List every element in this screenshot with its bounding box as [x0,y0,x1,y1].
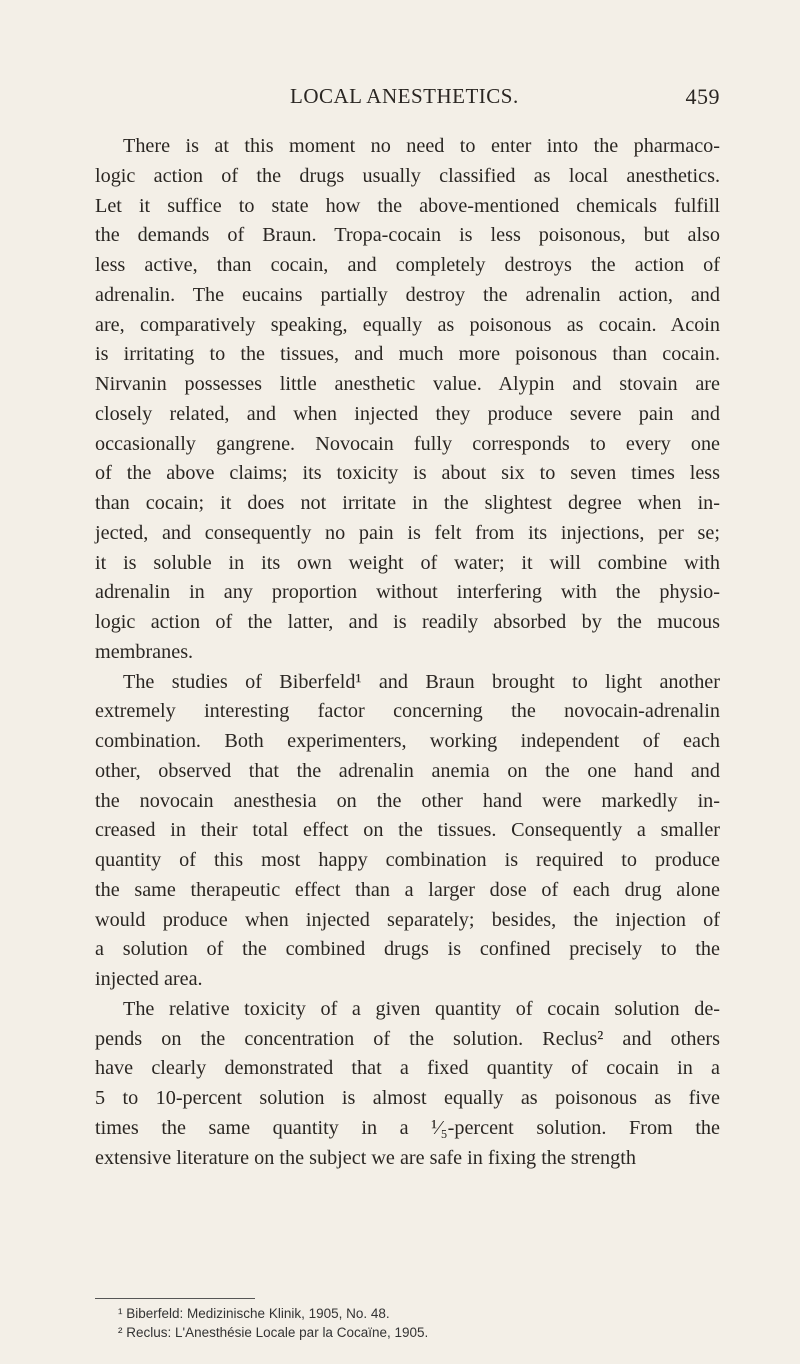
footnote: ² Reclus: L'Anesthésie Locale par la Cocaïne, 1905. [118,1325,429,1340]
text-line: The relative toxicity of a given quantity of cocain solution de- [123,997,720,1020]
text-line: have clearly demonstrated that a fixed quantity of cocain in a [95,1057,720,1080]
footnote-divider [95,1298,255,1299]
text-line: logic action of the latter, and is readily absorbed by the mucous [95,611,720,633]
page-number: 459 [685,84,720,109]
text-line: membranes. [95,640,194,663]
text-line: occasionally gangrene. Novocain fully corresponds to every one [95,432,720,455]
text-line: jected, and consequently no pain is felt from its injections, per se; [95,521,720,544]
text-line: the novocain anesthesia on the other hand were markedly in- [95,789,720,812]
text-line: combination. Both experimenters, working independent of each [95,730,720,752]
text-line: of the above claims; its toxicity is about six to seven times less [95,462,720,485]
text-line: creased in their total effect on the tissues. Consequently a smaller [95,819,720,842]
text-line: the same therapeutic effect than a larger dose of each drug alone [95,878,720,901]
text-line: injected area. [95,968,203,990]
text-line: would produce when injected separately; besides, the injection of [95,908,720,931]
paragraph [95,995,720,1174]
text-line: than cocain; it does not irritate in the slightest degree when in- [95,492,720,514]
text-line: The studies of Biberfeld¹ and Braun brought to light another [123,670,720,693]
text-line: closely related, and when injected they produce severe pain and [95,402,720,425]
text-line: it is soluble in its own weight of water; it will combine with [95,551,720,574]
text-line: extensive literature on the subject we are safe in fixing the strength [95,1146,636,1169]
text-line: quantity of this most happy combination is required to produce [95,849,720,871]
running-title: LOCAL ANESTHETICS. [290,84,519,108]
text-line: less active, than cocain, and completely destroys the action of [95,254,720,276]
text-line: adrenalin in any proportion without interfering with the physio- [95,581,720,604]
footnote: ¹ Biberfeld: Medizinische Klinik, 1905, No. 48. [118,1306,390,1321]
text-line: There is at this moment no need to enter into the pharmaco- [123,135,720,157]
text-line: other, observed that the adrenalin anemia on the one hand and [95,759,720,782]
text-line: a solution of the combined drugs is confined precisely to the [95,938,720,961]
page-header [290,84,720,114]
text-line: times the same quantity in a ¹⁄₅-percent solution. From the [95,1116,720,1139]
text-line: 5 to 10-percent solution is almost equally as poisonous as five [95,1087,720,1109]
text-line: are, comparatively speaking, equally as poisonous as cocain. Acoin [95,313,720,336]
text-line: pends on the concentration of the solution. Reclus² and others [95,1027,720,1050]
text-line: logic action of the drugs usually classified as local anesthetics. [95,164,720,187]
body-text [95,132,720,1173]
text-line: Nirvanin possesses little anesthetic value. Alypin and stovain are [95,373,720,395]
text-line: Let it suffice to state how the above-mentioned chemicals fulfill [95,194,720,217]
text-line: is irritating to the tissues, and much more poisonous than cocain. [95,343,720,366]
paragraph [95,668,720,995]
paragraph [95,132,720,668]
text-line: adrenalin. The eucains partially destroy the adrenalin action, and [95,283,720,306]
text-line: extremely interesting factor concerning the novocain-adrenalin [95,700,720,723]
footnotes [118,1304,428,1342]
text-line: the demands of Braun. Tropa-cocain is less poisonous, but also [95,224,720,247]
